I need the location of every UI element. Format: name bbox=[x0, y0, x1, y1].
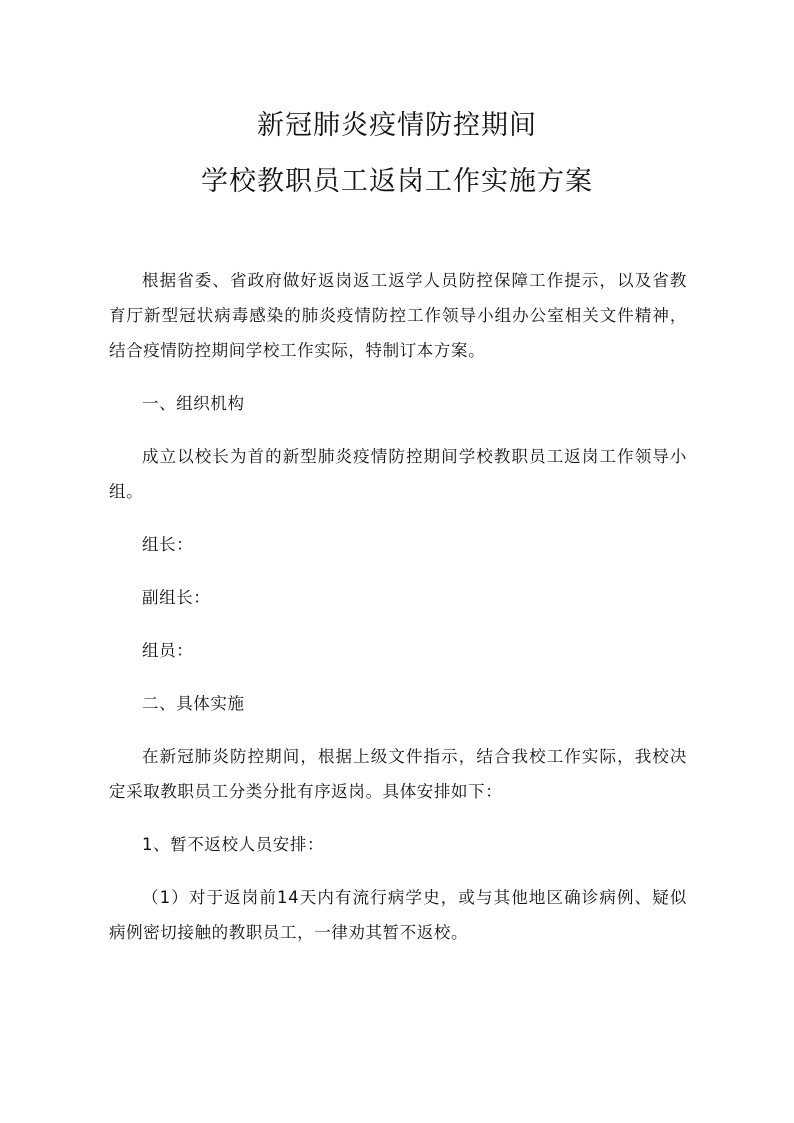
section-heading-organization: 一、组织机构 bbox=[142, 394, 245, 413]
deputy-leader-line: 副组长： bbox=[142, 588, 211, 607]
group-leader-line: 组长： bbox=[142, 535, 194, 554]
document-body bbox=[109, 263, 687, 968]
title-line-2: 学校教职员工返岗工作实施方案 bbox=[201, 166, 593, 197]
section-heading-implementation: 二、具体实施 bbox=[142, 694, 245, 713]
title-line-1: 新冠肺炎疫情防控期间 bbox=[257, 110, 537, 141]
subsection-heading-not-return: 1、暂不返校人员安排： bbox=[142, 835, 325, 854]
not-return-item-1: （1）对于返岗前14天内有流行病学史，或与其他地区确诊病例、疑似病例密切接触的教职员工，一律劝其暂不返校。 bbox=[109, 888, 687, 942]
organization-paragraph: 成立以校长为首的新型肺炎疫情防控期间学校教职员工返岗工作领导小组。 bbox=[109, 447, 687, 501]
document-title bbox=[0, 98, 794, 210]
group-member-line: 组员： bbox=[142, 641, 194, 660]
intro-paragraph: 根据省委、省政府做好返岗返工返学人员防控保障工作提示，以及省教育厅新型冠状病毒感染的肺炎疫情防控工作领导小组办公室相关文件精神，结合疫情防控期间学校工作实际，特制订本方案。 bbox=[109, 271, 687, 360]
implementation-paragraph: 在新冠肺炎防控期间，根据上级文件指示，结合我校工作实际，我校决定采取教职员工分类分批有序返岗。具体安排如下： bbox=[109, 747, 687, 801]
